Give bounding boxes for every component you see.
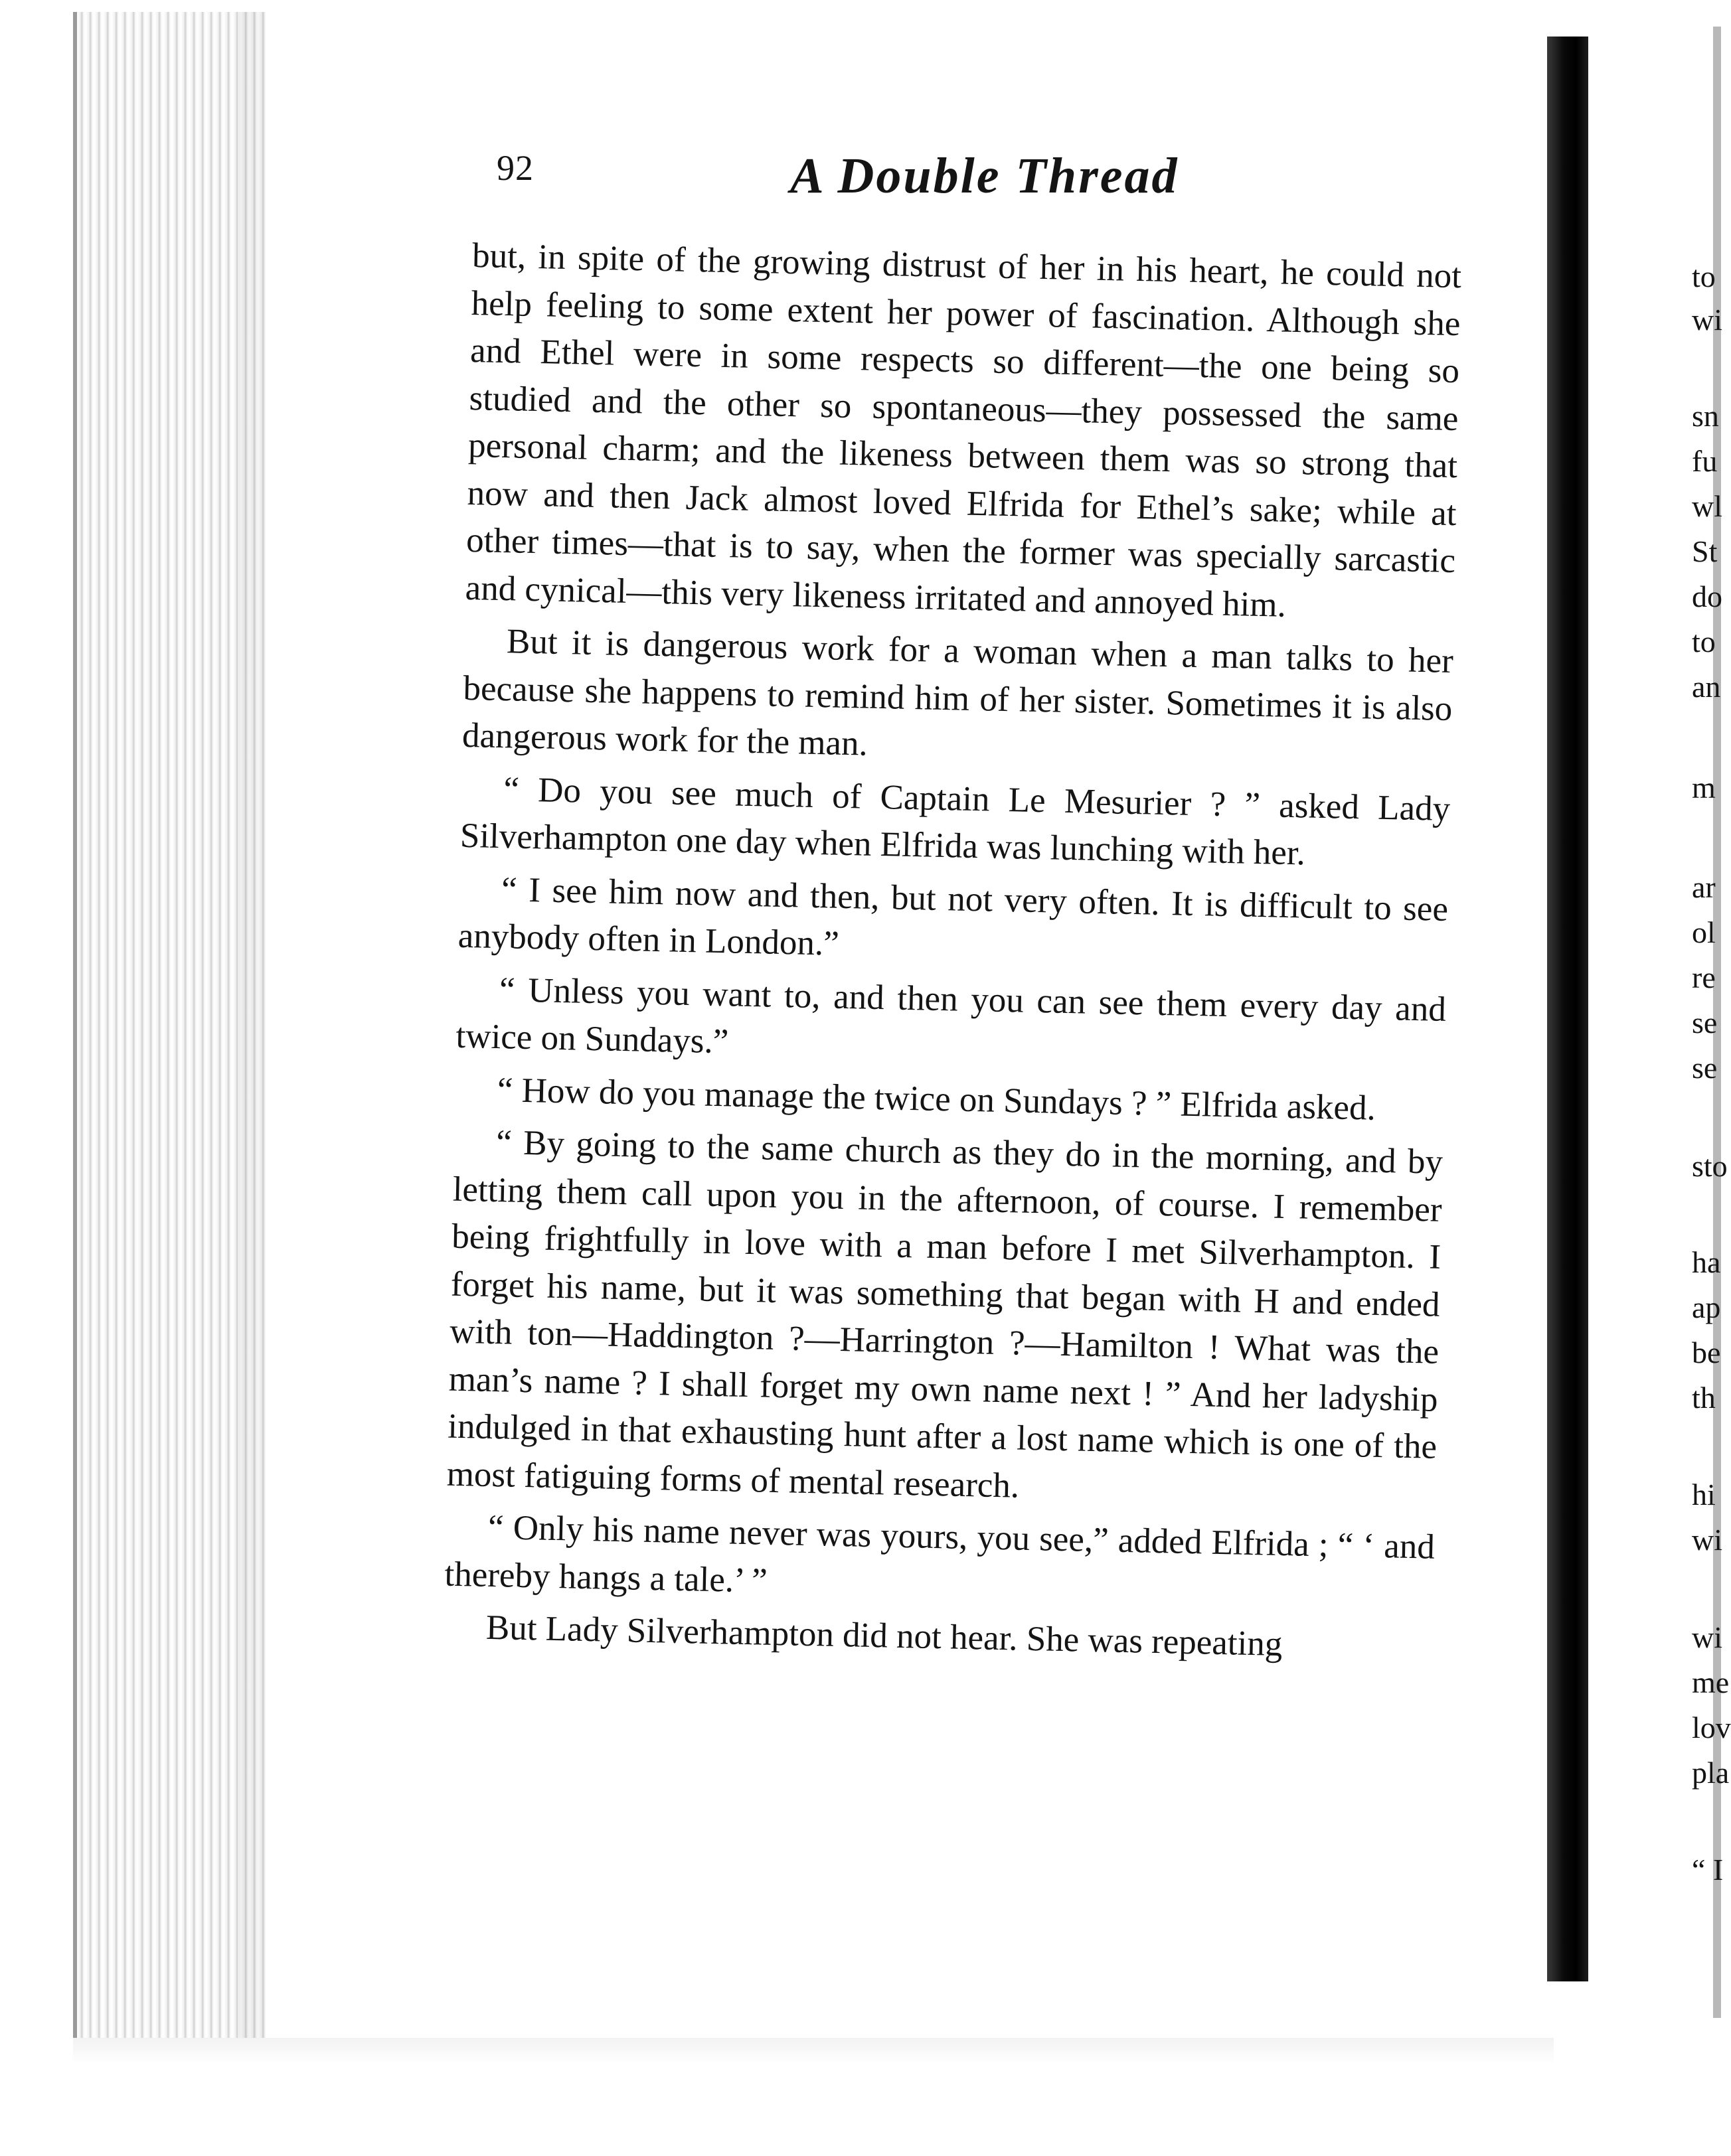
right-fragment: do [1692,579,1722,613]
right-fragment: wi [1692,303,1722,337]
book-gutter [1547,37,1588,1981]
right-fragment: wi [1692,1620,1722,1654]
paragraph: “ Do you see much of Captain Le Mesurier ? ” asked Lady Silverhampton one day when Elfrida was lunching with her. [459,769,1451,873]
running-title: A Double Thread [790,148,1179,204]
right-fragment: an [1692,670,1721,704]
right-fragment: ar [1692,870,1716,904]
right-page-text-fragments [1692,0,1731,2156]
paragraph: “ Unless you want to, and then you can see them every day and twice on Sundays.” [455,970,1447,1061]
right-fragment: be [1692,1336,1721,1369]
page-bottom-shadow [73,2038,1554,2064]
right-fragment: “ I [1692,1853,1724,1887]
right-fragment: se [1692,1006,1718,1040]
right-fragment: m [1692,771,1716,805]
right-fragment: re [1692,961,1716,994]
right-fragment: sn [1692,399,1719,433]
page-number: 92 [497,148,534,188]
right-fragment: wl [1692,489,1722,523]
right-fragment: pla [1692,1756,1730,1790]
right-fragment: th [1692,1381,1716,1415]
right-fragment: ha [1692,1245,1721,1279]
paragraph: “ How do you manage the twice on Sundays ? ” Elfrida asked. [497,1070,1376,1128]
right-fragment: lov [1692,1711,1731,1744]
body-text [443,232,1462,1677]
right-fragment: fu [1692,444,1718,478]
right-fragment: ap [1692,1290,1721,1324]
right-fragment: hi [1692,1478,1716,1511]
paragraph: but, in spite of the growing distrust of her in his heart, he could not help feeling to some extent her power of fascination. Although she and Ethel were in some respects so different—the one being so studied and the other so spontaneous—they possessed the same personal charm; and the likeness between them was so strong that now and then Jack almost loved Elfrida for Ethel’s sake; while at other times—that is to say, when the former was specially sarcastic and cynical—this very likeness irritated and annoyed him. [465,236,1462,625]
paragraph: But Lady Silverhampton did not hear. She was repeating [485,1608,1283,1663]
paragraph: “ Only his name never was yours, you see,” added Elfrida ; “ ‘ and thereby hangs a tale.’ ” [444,1507,1436,1600]
paragraph: But it is dangerous work for a woman when a man talks to her because she happens to remind him of her sister. Sometimes it is also dangerous work for the man. [461,622,1454,763]
paragraph: “ By going to the same church as they do in the morning, and by letting them call upon you in the afternoon, of course. I remember being frightfully in love with a man before I met Silverhampton. I forget his name, but it was something that began with H and ended with ton—Haddington ?—Harrington ?—Hamilton ! What was the man’s name ? I shall forget my own name next ! ” And her ladyship indulged in that exhausting hunt after a lost name which is one of the most fatiguing forms of mental research. [446,1123,1443,1505]
right-fragment: ol [1692,915,1716,949]
right-fragment: wi [1692,1523,1722,1557]
right-fragment: sto [1692,1149,1728,1183]
right-fragment: St [1692,534,1718,568]
paragraph: “ I see him now and then, but not very often. It is difficult to see anybody often in London.” [457,870,1449,963]
right-fragment: me [1692,1665,1730,1699]
right-fragment: to [1692,625,1716,658]
right-fragment: se [1692,1051,1718,1085]
right-fragment: to [1692,260,1716,293]
